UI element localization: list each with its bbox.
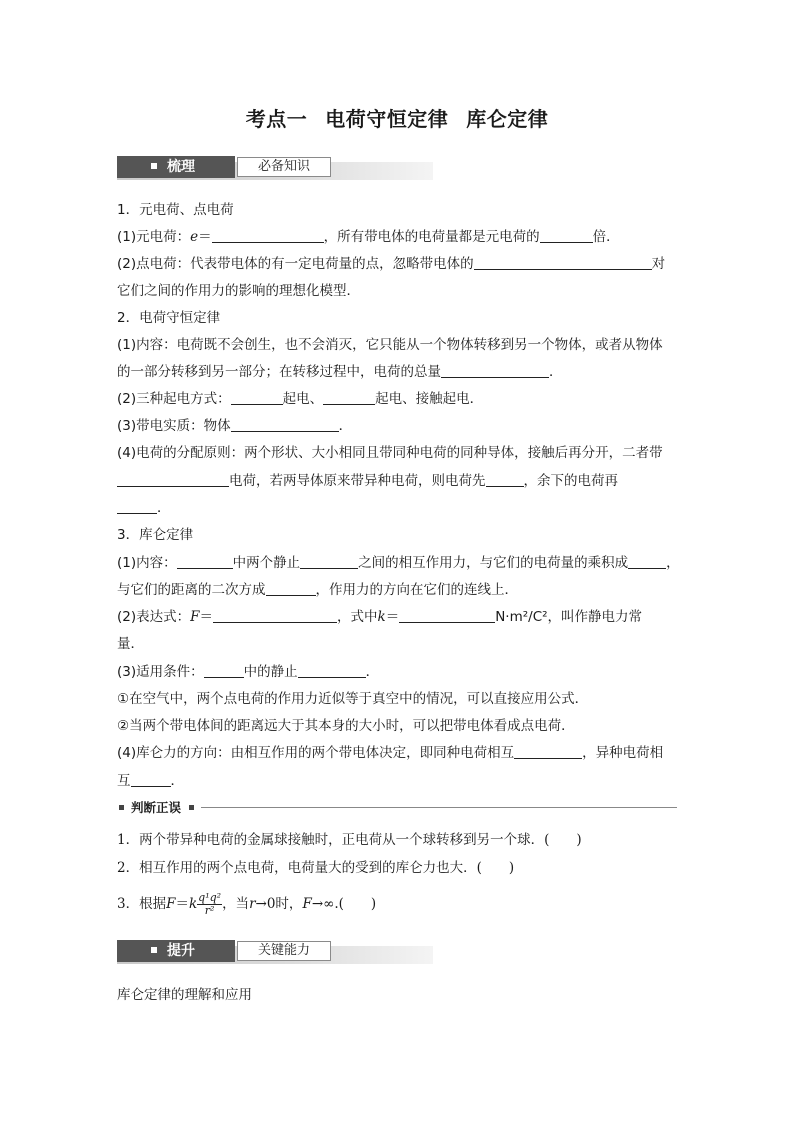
fill-blank[interactable]	[117, 472, 229, 487]
text: 倍．	[592, 229, 620, 245]
fill-blank[interactable]	[117, 499, 157, 514]
topic-heading: 库仑定律的理解和应用	[117, 987, 252, 1003]
text: (2)表达式：	[117, 609, 191, 625]
text: (3)带电实质：物体	[117, 418, 231, 434]
var: k	[188, 896, 198, 912]
text-line	[117, 254, 687, 274]
var: k	[377, 609, 386, 625]
text: 电荷，若两导体原来带异种电荷，则电荷先	[229, 473, 486, 489]
text-line: (1)内容：电荷既不会创生，也不会消灭，它只能从一个物体转移到另一个物体，或者从物体	[117, 337, 663, 353]
title-part: 库仑定律	[466, 107, 549, 131]
text: ，所有带电体的电荷量都是元电荷的	[323, 229, 540, 245]
judge-subheading	[117, 798, 677, 818]
text: (3)适用条件：	[117, 664, 204, 680]
judge-heading-text: 判断正误	[131, 800, 182, 815]
text: (4)库仑力的方向：由相互作用的两个带电体决定，即同种电荷相互	[117, 745, 515, 761]
text-line	[117, 471, 687, 491]
fill-blank[interactable]	[212, 228, 324, 243]
judge-question: 2．相互作用的两个点电荷，电荷量大的受到的库仑力也大．( )	[117, 860, 515, 876]
text: 中两个静止	[232, 555, 301, 571]
section-heading: 1．元电荷、点电荷	[117, 202, 234, 218]
section-banner-improve	[117, 938, 433, 964]
fill-blank[interactable]	[204, 663, 244, 678]
section-banner-review	[117, 154, 433, 180]
judge-question	[117, 892, 687, 917]
var: e	[190, 229, 199, 245]
banner-dark-text: 梳理	[167, 159, 195, 175]
var: r	[249, 896, 256, 912]
fill-blank[interactable]	[441, 363, 549, 378]
square-bullet-icon	[151, 947, 157, 953]
text: ．	[157, 500, 171, 516]
text-line	[117, 227, 687, 247]
fill-blank[interactable]	[474, 255, 652, 270]
text: ，作用力的方向在它们的连线上．	[315, 582, 518, 598]
square-bullet-icon	[189, 805, 194, 810]
text-line: ①在空气中，两个点电荷的作用力近似等于真空中的情况，可以直接应用公式．	[117, 691, 589, 707]
text-line	[117, 389, 687, 409]
text-line	[117, 580, 687, 600]
fraction	[197, 892, 222, 917]
text-line: 它们之间的作用力的影响的理想化模型．	[117, 283, 360, 299]
text: 对	[651, 256, 666, 272]
text-line: 量．	[117, 636, 144, 652]
banner-light-label: 关键能力	[237, 941, 331, 961]
square-bullet-icon	[119, 805, 124, 810]
fill-blank[interactable]	[486, 472, 524, 487]
fill-blank[interactable]	[399, 608, 495, 623]
fill-blank[interactable]	[323, 390, 375, 405]
text-line	[117, 416, 687, 436]
text-line: (4)电荷的分配原则：两个形状、大小相同且带同种电荷的同种导体，接触后再分开，二者带	[117, 445, 663, 461]
text: ，	[666, 555, 680, 571]
page-title	[0, 103, 794, 132]
text: 起电、接触起电．	[375, 391, 484, 407]
fill-blank[interactable]	[231, 417, 339, 432]
fill-blank[interactable]	[213, 608, 337, 623]
text-line	[117, 553, 687, 573]
fill-blank[interactable]	[628, 554, 666, 569]
var: F	[166, 896, 176, 912]
fill-blank[interactable]	[540, 228, 593, 243]
text-line	[117, 607, 687, 627]
text: ．	[549, 364, 563, 380]
text-line	[117, 771, 687, 791]
divider	[201, 807, 677, 808]
text: (2)点电荷：代表带电体的有一定电荷量的点，忽略带电体的	[117, 256, 474, 272]
fill-blank[interactable]	[231, 390, 283, 405]
banner-dark-label	[117, 940, 235, 962]
title-part: 考点一	[245, 107, 308, 131]
judge-question: 1．两个带异种电荷的金属球接触时，正电荷从一个球转移到另一个球．( )	[117, 832, 582, 848]
text-line: ②当两个带电体间的距离远大于其本身的大小时，可以把带电体看成点电荷．	[117, 718, 575, 734]
text-line	[117, 498, 687, 518]
var: F	[302, 896, 312, 912]
banner-dark-label	[117, 156, 235, 178]
fraction-numerator: q¹q²	[198, 891, 222, 904]
text: ，异种电荷相	[582, 745, 664, 761]
banner-dark-text: 提升	[167, 943, 195, 959]
square-bullet-icon	[151, 163, 157, 169]
var: F	[190, 609, 200, 625]
text: ．	[170, 773, 184, 789]
section-heading: 2．电荷守恒定律	[117, 310, 221, 326]
text: →∞.( )	[311, 896, 377, 912]
fill-blank[interactable]	[514, 744, 582, 759]
text: ，余下的电荷再	[523, 473, 618, 489]
text: ＝	[175, 896, 189, 912]
fill-blank[interactable]	[266, 581, 316, 596]
text-line	[117, 362, 687, 382]
text: (1)元电荷：	[117, 229, 191, 245]
text: ，式中	[337, 609, 378, 625]
text: ，当	[222, 896, 250, 912]
text: N·m²/C²，叫作静电力常	[495, 609, 643, 625]
text: ．	[338, 418, 353, 434]
text: →0时，	[255, 896, 303, 912]
fill-blank[interactable]	[300, 554, 358, 569]
text: 中的静止	[243, 664, 298, 680]
text: 互	[117, 773, 131, 789]
text: 3．根据	[117, 896, 167, 912]
text-line	[117, 662, 687, 682]
text: (2)三种起电方式：	[117, 391, 231, 407]
text: ＝	[198, 229, 212, 245]
text: ．	[365, 664, 380, 680]
banner-light-label: 必备知识	[237, 157, 331, 177]
text: 与它们的距离的二次方成	[117, 582, 266, 598]
section-heading: 3．库仑定律	[117, 527, 194, 543]
fill-blank[interactable]	[298, 663, 366, 678]
text: 的一部分转移到另一部分；在转移过程中，电荷的总量	[117, 364, 441, 380]
text: 起电、	[282, 391, 324, 407]
title-part: 电荷守恒定律	[325, 107, 449, 131]
text-line	[117, 743, 687, 763]
fill-blank[interactable]	[131, 772, 171, 787]
text: ＝	[199, 609, 213, 625]
fill-blank[interactable]	[177, 554, 233, 569]
fraction-denominator: r²	[204, 904, 215, 917]
text: ＝	[385, 609, 400, 625]
text: 之间的相互作用力，与它们的电荷量的乘积成	[358, 555, 629, 571]
text: (1)内容：	[117, 555, 177, 571]
